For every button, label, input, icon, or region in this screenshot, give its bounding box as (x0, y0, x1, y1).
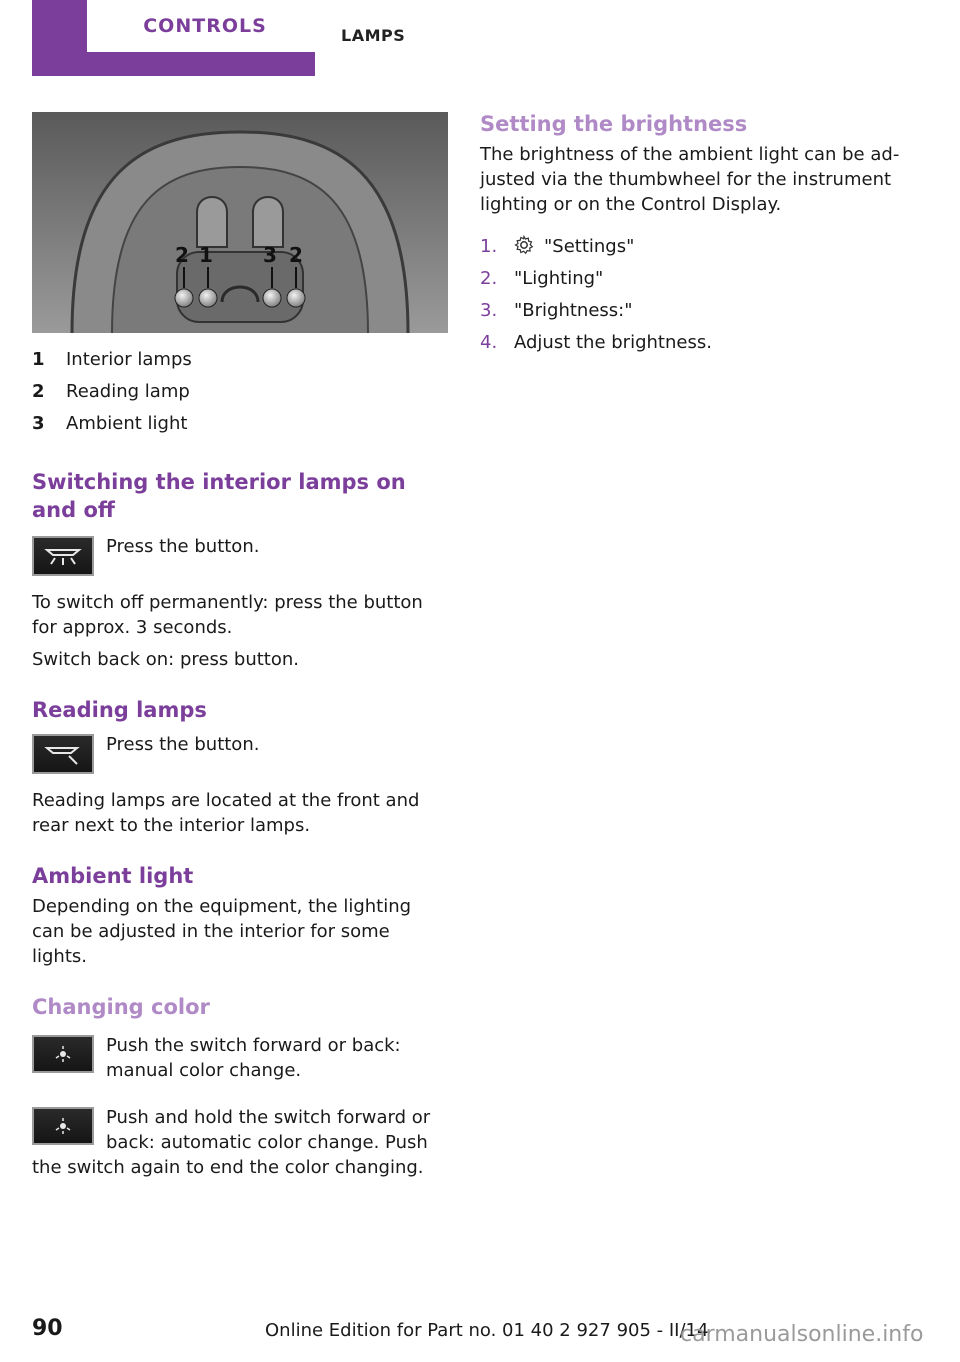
legend-num: 3 (32, 413, 45, 434)
step-text: "Settings" (544, 236, 635, 257)
left-column (32, 344, 448, 1180)
color-switch-icon (32, 1035, 94, 1073)
step-number: 1. (480, 236, 498, 257)
brightness-paragraph: The brightness of the ambient light can be ad‐ justed via the thumbwheel for the instrument lighting or on the Control Display. (480, 144, 900, 215)
right-column (480, 110, 900, 359)
reading-paragraph: Reading lamps are located at the front and rear next to the interior lamps. (32, 790, 420, 836)
color-item-1-text: Push the switch forward or back: manual color change. (106, 1035, 401, 1081)
color-item-1 (32, 1033, 448, 1083)
settings-gear-icon (514, 235, 534, 255)
color-switch-icon (32, 1107, 94, 1145)
color-item-2-continued: the switch again to end the color changing. (32, 1157, 424, 1178)
legend-label: Reading lamp (66, 381, 190, 402)
edition-note: Online Edition for Part no. 01 40 2 927 905 - II/14 (265, 1320, 709, 1341)
legend-item (32, 344, 448, 376)
interior-button-text: Press the button. (106, 536, 260, 557)
brightness-steps (480, 231, 900, 359)
color-item-2 (32, 1105, 448, 1155)
step-text: "Brightness:" (514, 300, 633, 321)
brightness-heading: Setting the brightness (480, 112, 748, 136)
step-text-wrap (514, 231, 634, 263)
interior-button-row (32, 534, 448, 576)
overhead-console-photo (32, 112, 448, 333)
step-item (480, 295, 900, 327)
watermark-text: carmanualsonline.info (680, 1322, 924, 1347)
step-item (480, 263, 900, 295)
reading-lamp-button-icon (32, 734, 94, 774)
chapter-tab-inner (87, 0, 323, 52)
step-item (480, 231, 900, 263)
step-number: 2. (480, 268, 498, 289)
callout-label: 1 (199, 243, 213, 267)
photo-legend (32, 344, 448, 440)
step-number: 3. (480, 300, 498, 321)
callout-label: 3 (263, 243, 277, 267)
interior-paragraph-1: To switch off permanently: press the button for approx. 3 seconds. (32, 592, 423, 638)
step-number: 4. (480, 332, 498, 353)
color-heading: Changing color (32, 995, 210, 1019)
legend-num: 2 (32, 381, 45, 402)
step-text: "Lighting" (514, 268, 604, 289)
ambient-light-icon (53, 1044, 73, 1064)
reading-heading: Reading lamps (32, 698, 207, 722)
interior-paragraph-2: Switch back on: press button. (32, 649, 300, 670)
step-item (480, 327, 900, 359)
overhead-console-illustration (32, 112, 448, 333)
legend-num: 1 (32, 349, 45, 370)
legend-label: Interior lamps (66, 349, 192, 370)
reading-button-row (32, 732, 448, 774)
chapter-tab-label: CONTROLS (143, 15, 267, 37)
page-number: 90 (32, 1316, 63, 1341)
legend-item (32, 408, 448, 440)
callout-label: 2 (175, 243, 189, 267)
interior-lamp-icon (43, 544, 83, 568)
ambient-light-icon (53, 1116, 73, 1136)
legend-label: Ambient light (66, 413, 188, 434)
ambient-paragraph: Depending on the equipment, the lighting can be adjusted in the interior for some lights. (32, 896, 412, 967)
reading-button-text: Press the button. (106, 734, 260, 755)
interior-heading: Switching the interior lamps on and off (32, 470, 406, 522)
ambient-heading: Ambient light (32, 864, 194, 888)
interior-lamp-button-icon (32, 536, 94, 576)
section-title: LAMPS (341, 26, 406, 45)
color-item-2-text: Push and hold the switch forward or back: automatic color change. Push (106, 1107, 431, 1153)
step-text: Adjust the brightness. (514, 332, 712, 353)
reading-lamp-icon (43, 742, 83, 766)
legend-item (32, 376, 448, 408)
chapter-tab (32, 0, 315, 76)
callout-label: 2 (289, 243, 303, 267)
